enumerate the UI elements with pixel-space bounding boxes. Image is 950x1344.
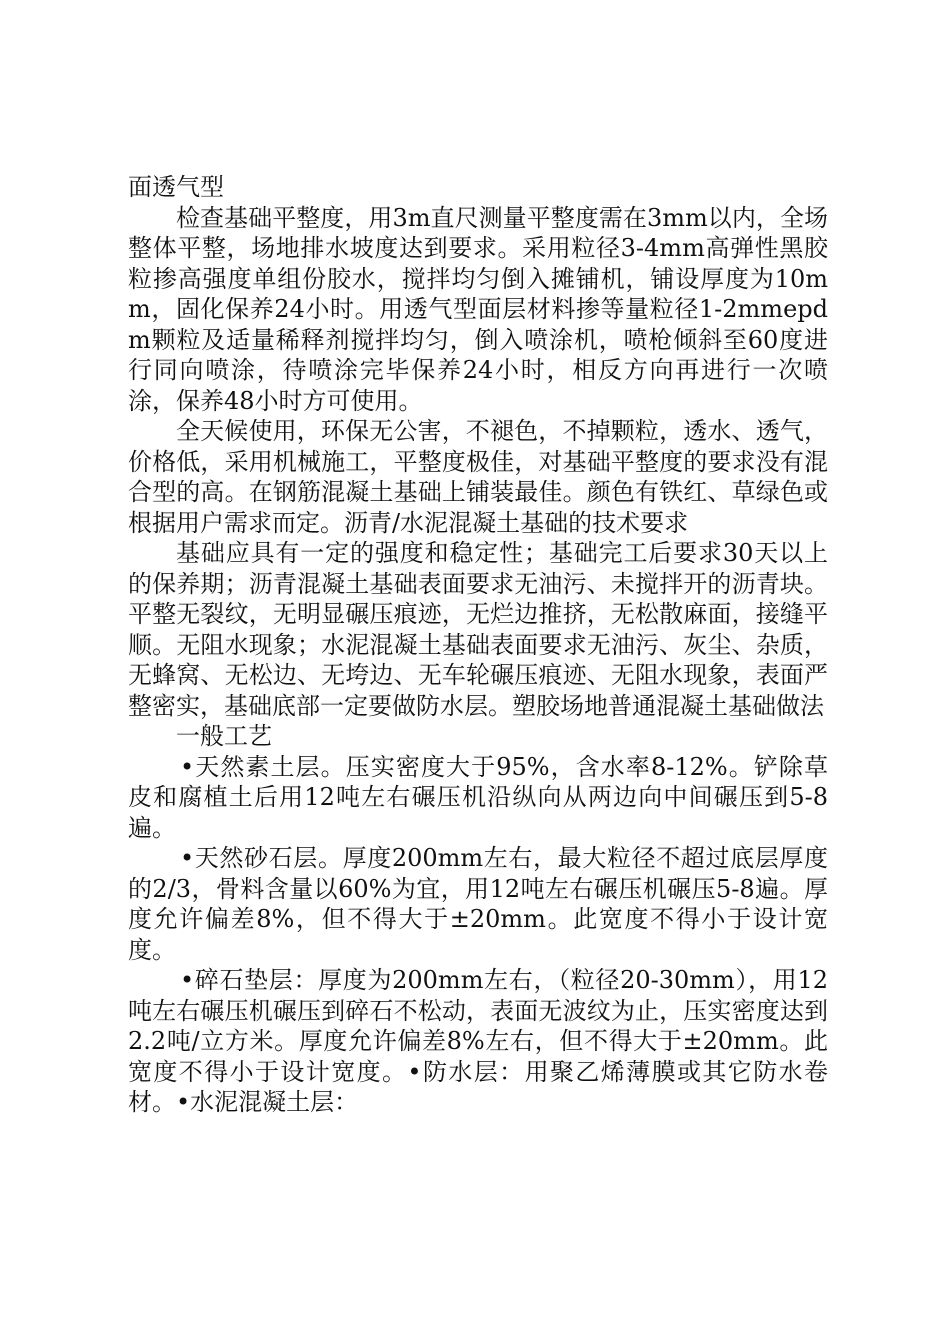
paragraph-sand-gravel-layer: •天然砂石层。厚度200mm左右，最大粒径不超过底层厚度的2/3，骨料含量以60%为宜，用12吨左右碾压机碾压5-8遍。厚度允许偏差8%，但不得大于±20mm。此宽度不得小于设计宽度。 (128, 844, 828, 964)
paragraph-general-process: 一般工艺 (176, 722, 272, 750)
document-body (128, 172, 828, 1118)
paragraph-construction-process: 检查基础平整度，用3m直尺测量平整度需在3mm以内，全场整体平整，场地排水坡度达到要求。采用粒径3-4mm高弹性黑胶粒掺高强度单组份胶水，搅拌均匀倒入摊铺机，铺设厚度为10mm，固化保养24小时。用透气型面层材料掺等量粒径1-2mmepdm颗粒及适量稀释剂搅拌均匀，倒入喷涂机，喷枪倾斜至60度进行同向喷涂，待喷涂完毕保养24小时，相反方向再进行一次喷涂，保养48小时方可使用。 (128, 203, 828, 415)
paragraph-base-requirements: 基础应具有一定的强度和稳定性；基础完工后要求30天以上的保养期；沥青混凝土基础表面要求无油污、未搅拌开的沥青块。平整无裂纹，无明显碾压痕迹，无烂边推挤，无松散麻面，接缝平顺。无阻水现象；水泥混凝土基础表面要求无油污、灰尘、杂质，无蜂窝、无松边、无垮边、无车轮碾压痕迹、无阻水现象，表面严整密实，基础底部一定要做防水层。塑胶场地普通混凝土基础做法 (128, 539, 828, 720)
paragraph-crushed-stone-layer: •碎石垫层：厚度为200mm左右，（粒径20-30mm），用12吨左右碾压机碾压到碎石不松动，表面无波纹为止，压实密度达到2.2吨/立方米。厚度允许偏差8%左右，但不得大于±20mm。此宽度不得小于设计宽度。•防水层：用聚乙烯薄膜或其它防水卷材。•水泥混凝土层： (128, 966, 828, 1116)
paragraph-soil-layer: •天然素土层。压实密度大于95%，含水率8-12%。铲除草皮和腐植土后用12吨左右碾压机沿纵向从两边向中间碾压到5-8遍。 (128, 752, 828, 842)
paragraph-heading-fragment: 面透气型 (128, 173, 224, 201)
paragraph-features: 全天候使用，环保无公害，不褪色，不掉颗粒，透水、透气，价格低，采用机械施工，平整度极佳，对基础平整度的要求没有混合型的高。在钢筋混凝土基础上铺装最佳。颜色有铁红、草绿色或根据用户需求而定。沥青/水泥混凝土基础的技术要求 (128, 417, 828, 537)
